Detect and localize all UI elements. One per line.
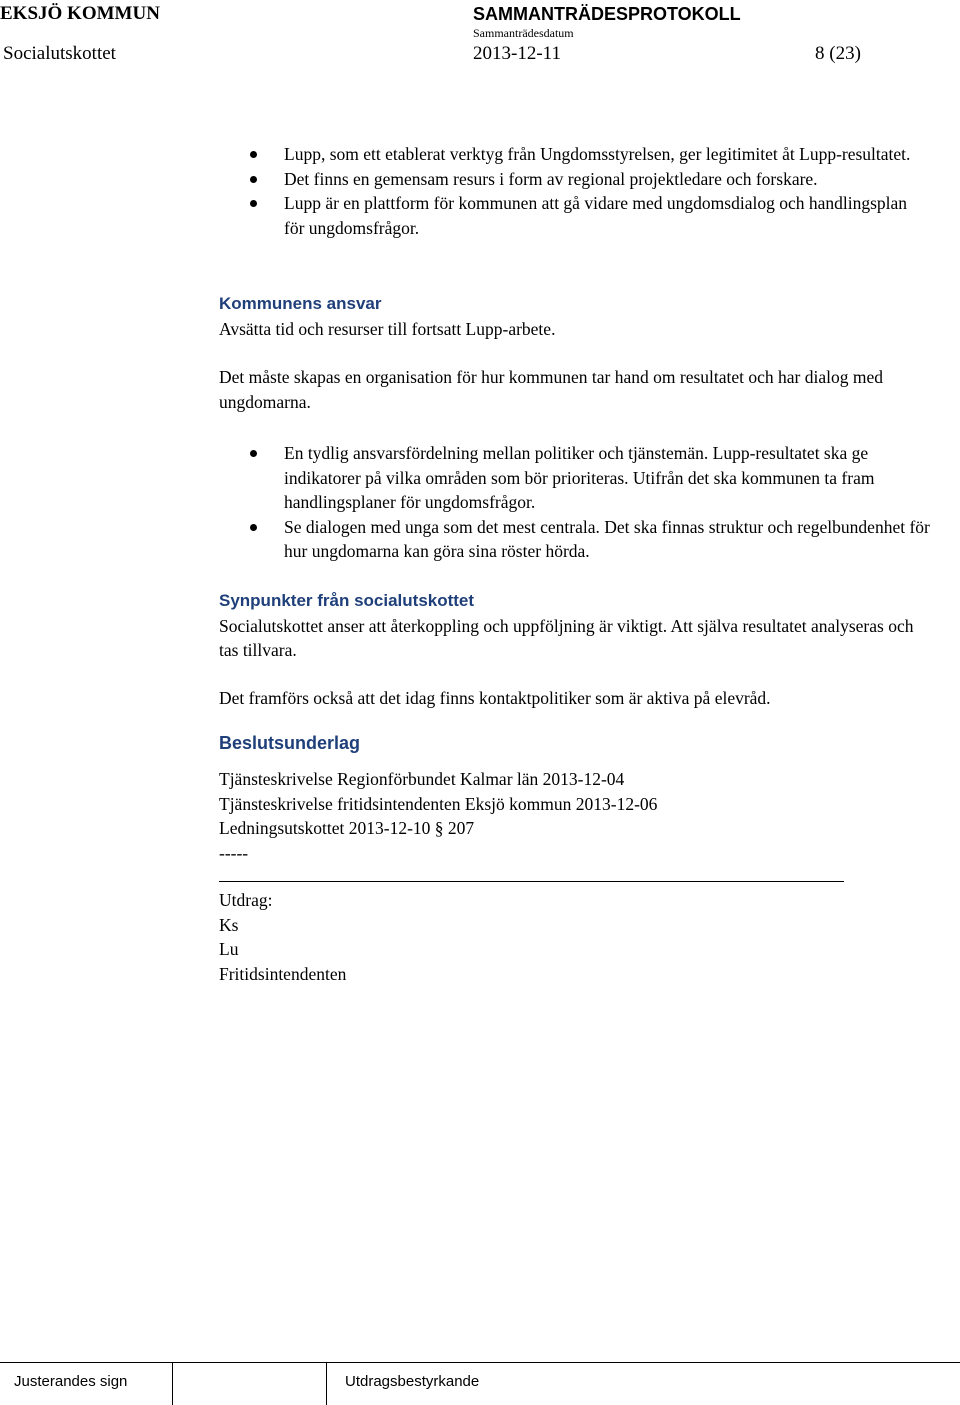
justerandes-sign-label: Justerandes sign: [14, 1373, 128, 1390]
bullet-list-lupp: [250, 142, 930, 240]
bullet-icon: [250, 176, 257, 183]
list-item: Fritidsintendenten: [219, 963, 347, 984]
bullet-icon: [250, 524, 257, 531]
separator-line: [219, 881, 844, 882]
bullet-icon: [250, 151, 257, 158]
list-item: Lupp är en plattform för kommunen att gå vidare med ungdomsdialog och handlingsplan för ungdomsfrågor.: [250, 191, 930, 240]
signature-box-divider: [326, 1363, 327, 1405]
list-item: Det finns en gemensam resurs i form av regional projektledare och forskare.: [250, 167, 930, 192]
utdrag-label: Utdrag:: [219, 890, 273, 910]
document-type: SAMMANTRÄDESPROTOKOLL: [473, 4, 741, 24]
section-heading: Kommunens ansvar: [219, 294, 382, 313]
kommunens-ansvar-section: [219, 292, 934, 341]
bullet-list-organisation: [250, 441, 930, 564]
page-number: 8 (23): [815, 43, 861, 64]
meeting-date: 2013-12-11: [473, 43, 561, 64]
committee-name: Socialutskottet: [3, 43, 116, 64]
list-item: Lu: [219, 939, 239, 959]
utdrag-section: [219, 888, 934, 986]
beslutsunderlag-heading: [219, 733, 934, 754]
bullet-icon: [250, 200, 257, 207]
signature-footer: [0, 1362, 960, 1405]
organization-name: EKSJÖ KOMMUN: [0, 3, 160, 24]
list-item: En tydlig ansvarsfördelning mellan politiker och tjänstemän. Lupp-resultatet ska ge indikatorer på vilka områden som bör prioriteras. Utifrån det ska kommunen ta fram handlingsplaner för ungdomsfrågor.: [250, 441, 930, 515]
list-item: Tjänsteskrivelse fritidsintendenten Eksjö kommun 2013-12-06: [219, 793, 658, 814]
list-item: Se dialogen med unga som det mest centrala. Det ska finnas struktur och regelbundenhet för hur ungdomarna kan göra sina röster hörda.: [250, 515, 930, 564]
list-item: Tjänsteskrivelse Regionförbundet Kalmar län 2013-12-04: [219, 769, 625, 789]
paragraph-organisation: Det måste skapas en organisation för hur kommunen tar hand om resultatet och har dialog med ungdomarna.: [219, 367, 884, 412]
signature-box-divider: [172, 1363, 173, 1405]
list-item: Lupp, som ett etablerat verktyg från Ungdomsstyrelsen, ger legitimitet åt Lupp-resultatet.: [250, 142, 930, 167]
section-heading: Beslutsunderlag: [219, 733, 361, 753]
synpunkter-section: [219, 589, 934, 663]
bullet-icon: [250, 450, 257, 457]
list-item: Ks: [219, 914, 239, 935]
section-text: Avsätta tid och resurser till fortsatt Lupp-arbete.: [219, 318, 556, 339]
section-text: Socialutskottet anser att återkoppling och uppföljning är viktigt. Att själva resultatet analyseras och tas tillvara.: [219, 615, 914, 660]
paragraph-kontaktpolitiker: Det framförs också att det idag finns kontaktpolitiker som är aktiva på elevråd.: [219, 688, 771, 708]
list-item: -----: [219, 842, 249, 863]
list-item: Ledningsutskottet 2013-12-10 § 207: [219, 818, 475, 838]
date-label: Sammanträdesdatum: [473, 26, 574, 40]
beslutsunderlag-list: [219, 767, 934, 865]
section-heading: Synpunkter från socialutskottet: [219, 591, 475, 610]
utdragsbestyrkande-label: Utdragsbestyrkande: [345, 1373, 480, 1390]
